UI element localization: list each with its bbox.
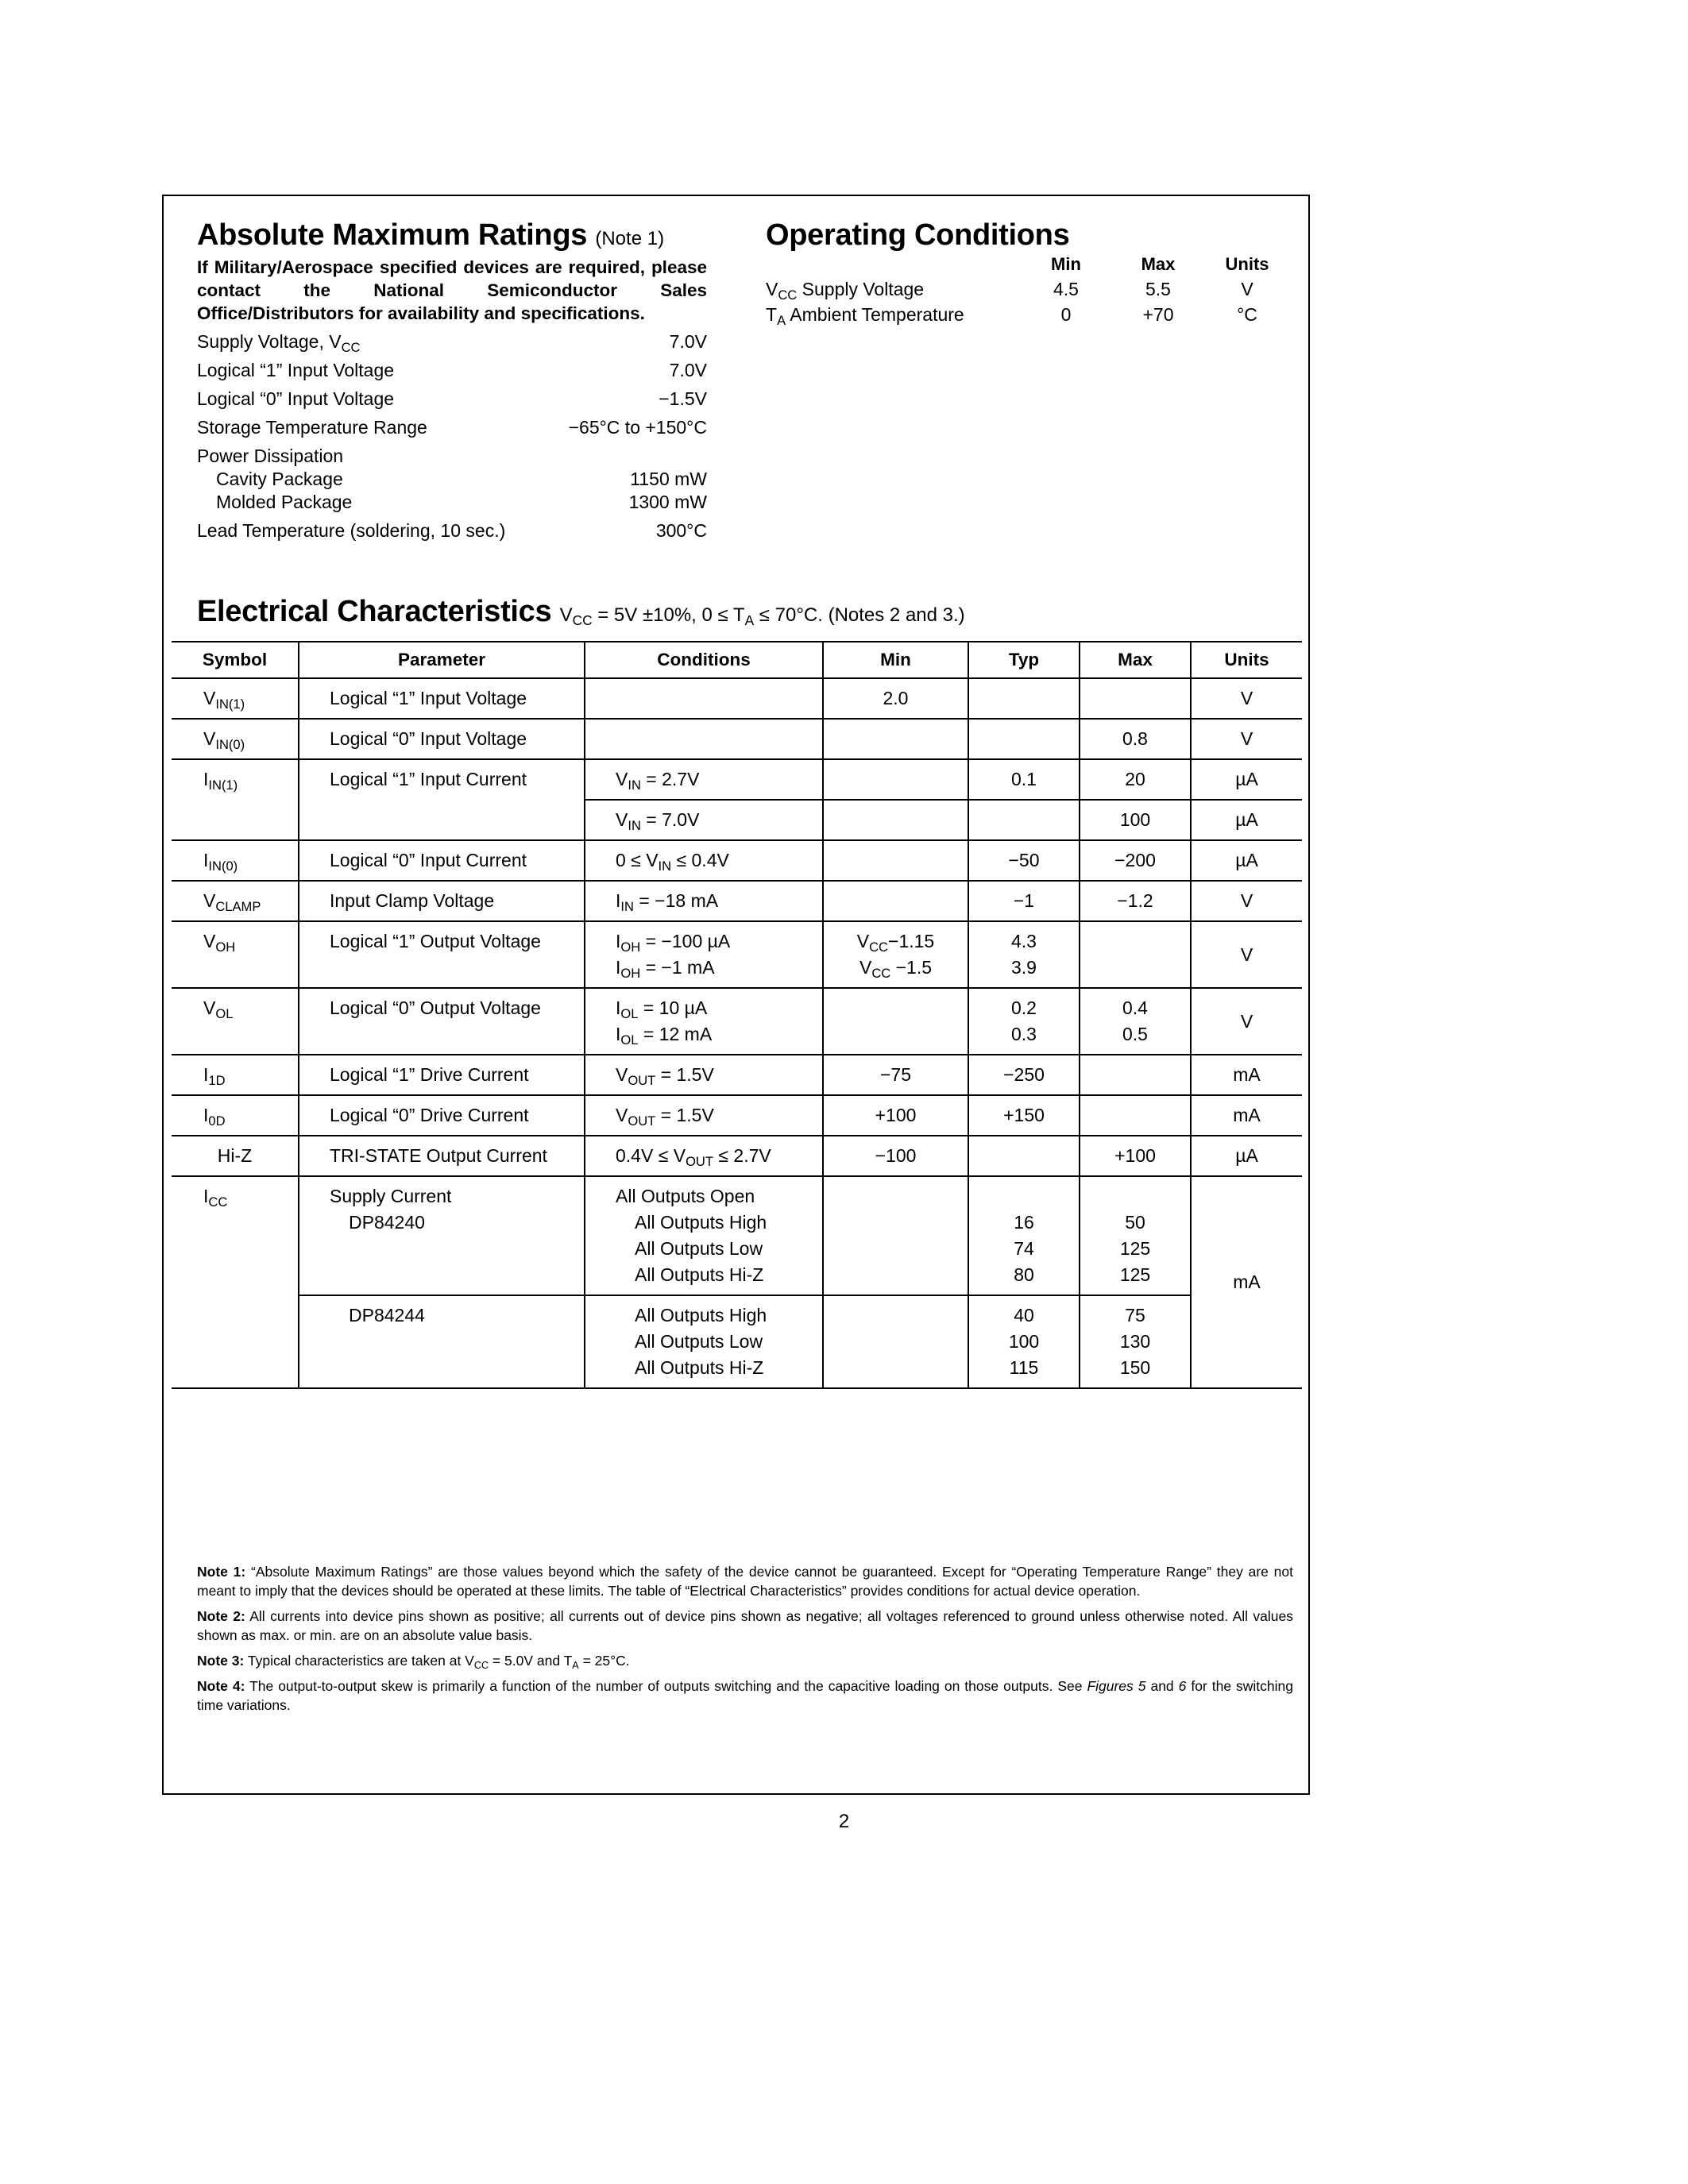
oc-table [766, 253, 1284, 327]
note-1: Note 1: “Absolute Maximum Ratings” are those values beyond which the safety of the device cannot be guaranteed. Except for “Operating Temperature Range” they are not meant to imply that the devices should be operated at these limits. The table of “Electrical Characteristics” provides conditions for actual device operation. [197, 1564, 1293, 1599]
table-row: $I_{IN(0)}$ Logical “0” Input Current $0 \le V_{IN} \le 0.4V$ −50 −200 µA [172, 840, 1302, 881]
oc-header-min: Min [1051, 254, 1081, 274]
amr-row-lead: Lead Temperature (soldering, 10 sec.) 300°C [197, 520, 707, 541]
amr-row-storage: Storage Temperature Range −65°C to +150°C [197, 417, 707, 438]
table-row: $I_{CC}$ Supply Current DP84240 All Outputs Open All Outputs High All Outputs Low All Outputs Hi-Z 16 74 80 50 125 125 mA [172, 1176, 1302, 1295]
amr-warning: If Military/Aerospace specified devices are required, please contact the National Semiconductor Sales Office/Distributors for availability and specifications. [197, 257, 707, 323]
operating-conditions [766, 218, 1290, 327]
table-row: $I_{0D}$ Logical “0” Drive Current $V_{OUT} = 1.5V$ +100 +150 mA [172, 1095, 1302, 1136]
amr-row-logic0: Logical “0” Input Voltage −1.5V [197, 388, 707, 409]
oc-title: Operating Conditions [766, 218, 1070, 252]
table-row: DP84244 All Outputs High All Outputs Low All Outputs Hi-Z 40 100 115 75 130 150 [172, 1295, 1302, 1388]
note-3: Note 3: Typical characteristics are taken at $V_{CC} = 5.0V$ and $T_A = 25^\circ C$. [197, 1653, 630, 1671]
absolute-maximum-ratings [197, 218, 707, 542]
oc-row-ta: $T_A$ Ambient Temperature 0 +70 °C [766, 304, 1257, 328]
amr-title: Absolute Maximum Ratings (Note 1) [197, 218, 665, 252]
oc-header-max: Max [1141, 254, 1176, 274]
table-row: $V_{IN(0)}$ Logical “0” Input Voltage 0.8 V [172, 719, 1302, 759]
amr-row-logic1: Logical “1” Input Voltage 7.0V [197, 360, 707, 380]
table-row: $V_{OL}$ Logical “0” Output Voltage $I_{OL} = 10$ µA $I_{OL} = 12$ mA 0.2 0.3 0.4 0.5 V [172, 988, 1302, 1055]
table-row: $V_{IN} = 7.0V$ 100 µA [172, 800, 1302, 840]
amr-row-power: Power Dissipation [197, 446, 344, 466]
oc-row-vcc: $V_{CC}$ Supply Voltage 4.5 5.5 V [766, 279, 1253, 303]
electrical-characteristics-table [172, 641, 1302, 1389]
note-4: Note 4: The output-to-output skew is primarily a function of the number of outputs switching and the capacitive loading on those outputs. See Figures 5 and 6 for the switching time variations. [197, 1678, 1293, 1713]
amr-row-supply: Supply Voltage, $V_{CC}$ 7.0V [197, 331, 707, 355]
table-row: $I_{IN(1)}$ Logical “1” Input Current $V_{IN} = 2.7V$ 0.1 20 µA [172, 759, 1302, 800]
table-row: $V_{OH}$ Logical “1” Output Voltage $I_{OH} = -100$ µA $I_{OH} = -1$ mA $V_{CC}-1.15$ $V_{CC} -1.5$ 4.3 3.9 V [172, 921, 1302, 988]
ec-title: Electrical Characteristics $V_{CC} = 5V \pm 10\%$, $0 \le T_A \le 70^\circ C$. (Notes 2 and 3.) [197, 595, 965, 629]
amr-row-cavity: Cavity Package 1150 mW [216, 469, 707, 489]
table-row: Hi-Z TRI-STATE Output Current $0.4V \le V_{OUT} \le 2.7V$ −100 +100 µA [172, 1136, 1302, 1176]
note-2: Note 2: All currents into device pins shown as positive; all currents out of device pins shown as negative; all voltages referenced to ground unless otherwise noted. All values shown as max. or min. are on an absolute value basis. [197, 1608, 1293, 1643]
table-row: $I_{1D}$ Logical “1” Drive Current $V_{OUT} = 1.5V$ −75 −250 mA [172, 1055, 1302, 1095]
table-row: $V_{IN(1)}$ Logical “1” Input Voltage 2.0 V [172, 678, 1302, 719]
table-row: $V_{CLAMP}$ Input Clamp Voltage $I_{IN} = -18$ mA −1 −1.2 V [172, 881, 1302, 921]
page-number: 2 [838, 1811, 850, 1832]
notes [197, 1562, 1293, 1721]
page-frame [162, 195, 1310, 1795]
amr-row-molded: Molded Package 1300 mW [216, 492, 707, 512]
ec-header-row: Symbol Parameter Conditions Min Typ Max Units [172, 642, 1302, 678]
oc-header-units: Units [1225, 254, 1269, 274]
